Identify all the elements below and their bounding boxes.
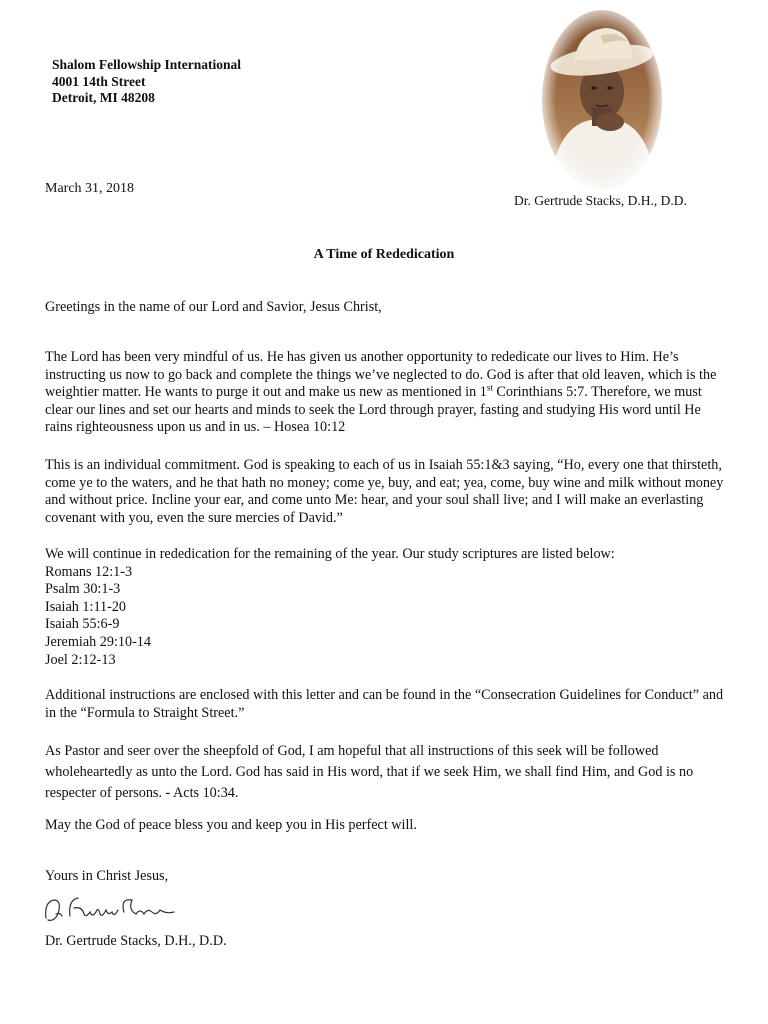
paragraph-1	[45, 349, 725, 437]
paragraph-4: Additional instructions are enclosed with this letter and can be found in the “Consecration Guidelines for Conduct” and in the “Formula to Straight Street.”	[45, 687, 724, 721]
sender-address	[52, 57, 241, 107]
org-name: Shalom Fellowship International	[52, 57, 242, 72]
greeting: Greetings in the name of our Lord and Savior, Jesus Christ,	[45, 299, 382, 315]
list-item: Jeremiah 29:10-14	[45, 633, 151, 650]
signature	[40, 890, 180, 930]
org-city: Detroit, MI 48208	[52, 90, 155, 105]
list-item: Joel 2:12-13	[45, 651, 116, 668]
scripture-list	[45, 564, 725, 670]
letter-date: March 31, 2018	[45, 181, 135, 196]
list-item: Isaiah 55:6-9	[45, 616, 120, 633]
paragraph-2: This is an individual commitment. God is speaking to each of us in Isaiah 55:1&3 saying, “Ho, every one that thirsteth, come ye to the waters, and he that hath no money; come ye, buy, and eat; yea, come, buy wine and milk without money and without price. Incline your ear, and come unto Me: hear, and your soul shall live; and I will make an everlasting covenant with you, even the sure mercies of David.”	[45, 457, 724, 526]
paragraph-5: As Pastor and seer over the sheepfold of God, I am hopeful that all instructions of this seek will be followed wholeheartedly as unto the Lord. God has said in His word, that if we seek Him, we shall find Him, and God is no respecter of persons. - Acts 10:34.	[45, 743, 694, 801]
closing: Yours in Christ Jesus,	[45, 868, 169, 884]
paragraph-1-part-a: The Lord has been very mindful of us. He has given us another opportunity to rededicate our lives to Him. He’s instructing us now to go back and complete the things we’ve neglected to do. God is after that old leaven, which is the weightier matter. He wants to purge it out and make us new as mentioned in 1	[45, 349, 717, 401]
list-item: Romans 12:1-3	[45, 563, 133, 580]
author-name-header: Dr. Gertrude Stacks, D.H., D.D.	[514, 193, 687, 208]
signer-name: Dr. Gertrude Stacks, D.H., D.D.	[45, 933, 227, 949]
paragraph-3	[45, 546, 725, 669]
org-street: 4001 14th Street	[52, 73, 146, 89]
list-item: Isaiah 1:11-20	[45, 598, 127, 615]
author-portrait	[540, 8, 664, 192]
scripture-intro: We will continue in rededication for the remaining of the year. Our study scriptures are listed below:	[45, 546, 615, 562]
paragraph-6: May the God of peace bless you and keep you in His perfect will.	[45, 817, 417, 833]
ordinal-suffix: st	[486, 382, 493, 393]
paragraph-1-part-b: Corinthians 5:7. Therefore, we must clear our lines and set our hearts and minds to seek the Lord through prayer, fasting and studying His word until He rains righteousness upon us and in us. – Hosea 10:12	[45, 384, 702, 436]
list-item: Psalm 30:1-3	[45, 581, 121, 598]
letter-title: A Time of Rededication	[313, 247, 455, 262]
